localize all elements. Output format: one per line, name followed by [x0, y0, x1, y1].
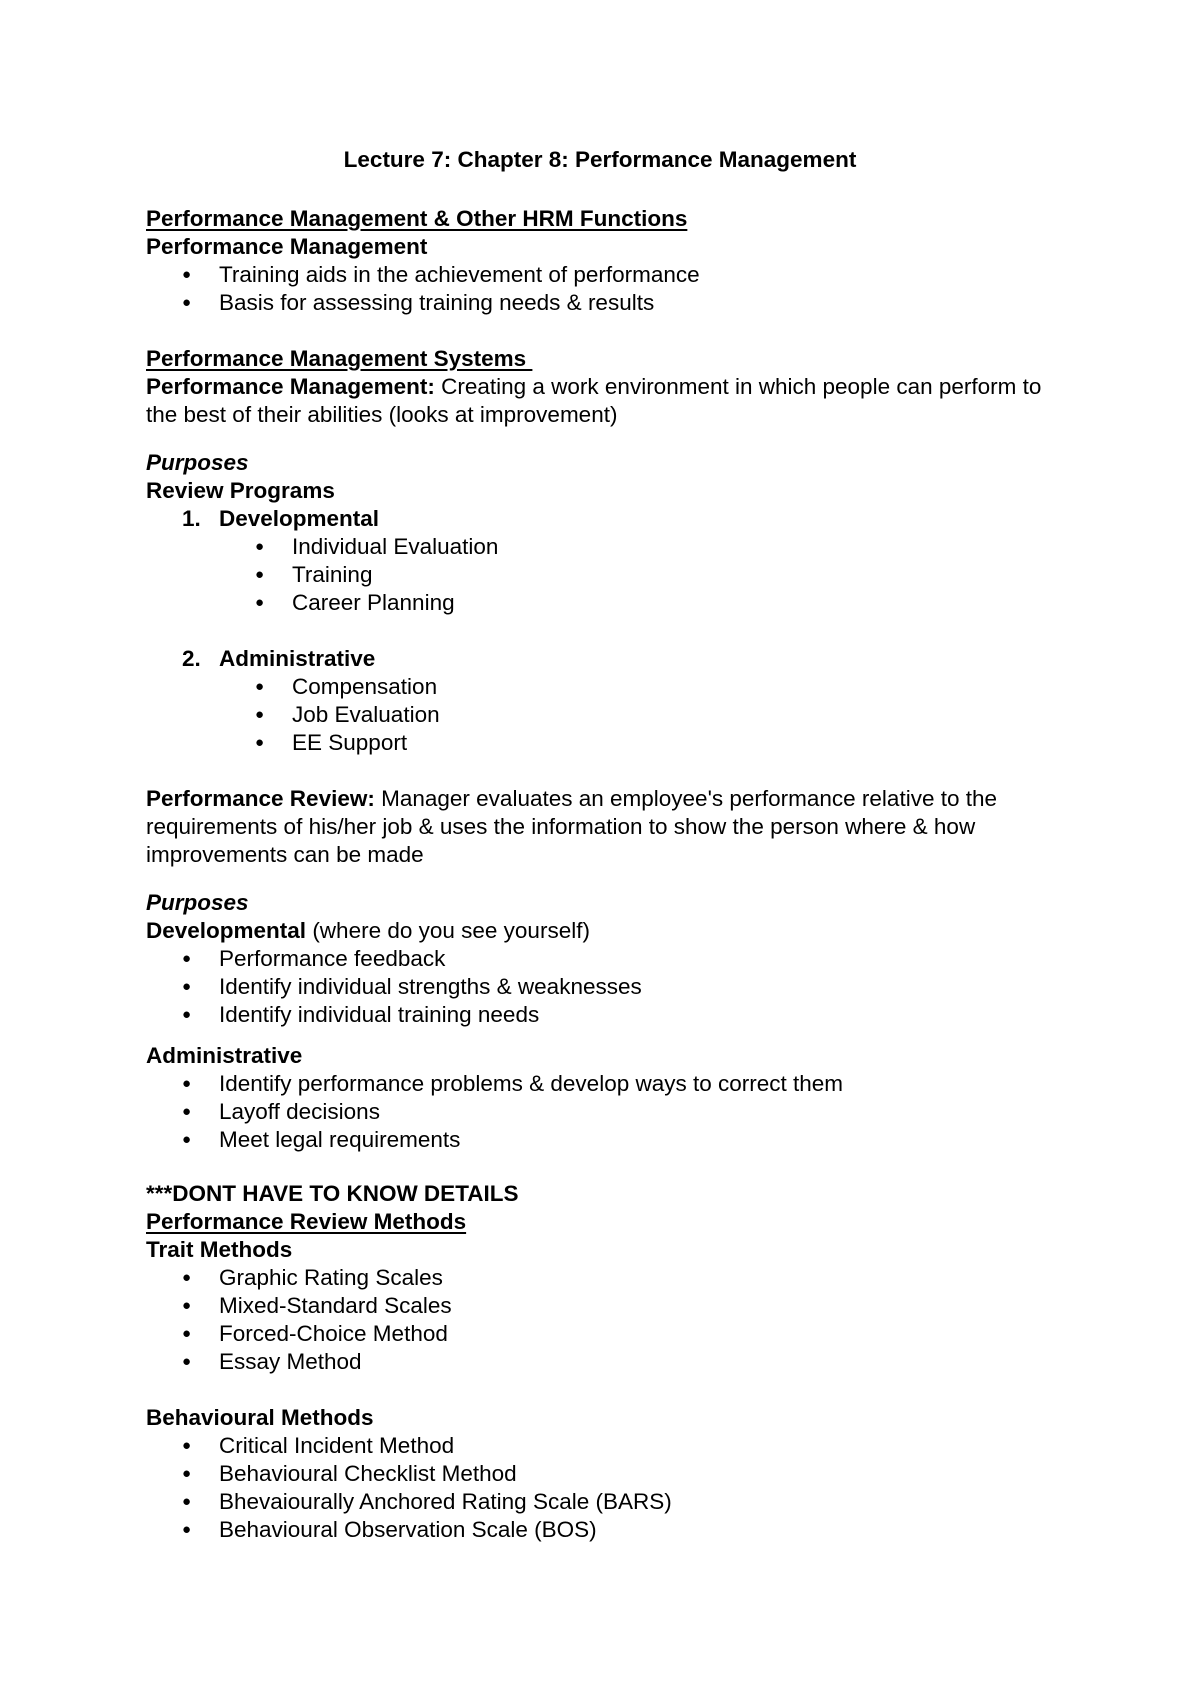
review-programs-label: Review Programs [146, 478, 335, 503]
list-item: ● Career Planning [146, 589, 1066, 617]
bullet-list [146, 261, 1066, 317]
list-item: ● Identify individual training needs [146, 1001, 1066, 1029]
list-item: ● Identify individual strengths & weaknesses [146, 973, 1066, 1001]
list-item: ● Compensation [146, 673, 1066, 701]
subheading: Performance Management [146, 234, 428, 259]
section-heading: Performance Management & Other HRM Functions [146, 206, 688, 231]
definition-text: Manager evaluates an employee's performance relative to the requirements of his/her job & uses the information to show the person where & how improvements can be made [146, 786, 998, 867]
purposes-label: Purposes [146, 890, 249, 915]
list-item: ● Meet legal requirements [146, 1126, 1066, 1154]
item-label: Administrative [219, 646, 376, 671]
trait-methods-label: Trait Methods [146, 1237, 293, 1262]
review-administrative-block [146, 1042, 1066, 1154]
section-hrm-functions [146, 205, 1066, 317]
list-item: ● EE Support [146, 729, 1066, 757]
list-item: ● Layoff decisions [146, 1098, 1066, 1126]
definition-term: Performance Review: [146, 786, 375, 811]
administrative-program-block [146, 645, 1066, 757]
administrative-label: Administrative [146, 1043, 303, 1068]
list-item: ● Performance feedback [146, 945, 1066, 973]
sub-bullet-list [146, 673, 1066, 757]
sub-bullet-list [146, 533, 1066, 617]
item-number: 1. [182, 506, 201, 531]
list-item: ● Individual Evaluation [146, 533, 1066, 561]
definition-paragraph [146, 373, 1066, 429]
list-item: ● Graphic Rating Scales [146, 1264, 1066, 1292]
developmental-note: (where do you see yourself) [306, 918, 590, 943]
list-item: ● Identify performance problems & develop ways to correct them [146, 1070, 1066, 1098]
developmental-line [146, 917, 1066, 945]
review-programs-block [146, 449, 1066, 617]
list-item: ● Critical Incident Method [146, 1432, 1066, 1460]
document-title: Lecture 7: Chapter 8: Performance Management [343, 147, 857, 172]
item-label: Developmental [219, 506, 380, 531]
list-item: ● Mixed-Standard Scales [146, 1292, 1066, 1320]
bullet-list [146, 1070, 1066, 1154]
list-item: ● Essay Method [146, 1348, 1066, 1376]
developmental-label: Developmental [146, 918, 307, 943]
review-purposes-block [146, 889, 1066, 1029]
list-item: ● Basis for assessing training needs & results [146, 289, 1066, 317]
bullet-list [146, 1264, 1066, 1376]
list-item: ● Bhevaiourally Anchored Rating Scale (BARS) [146, 1488, 1066, 1516]
list-item: ● Behavioural Observation Scale (BOS) [146, 1516, 1066, 1544]
list-item: ● Training [146, 561, 1066, 589]
bullet-list [146, 945, 1066, 1029]
purposes-label: Purposes [146, 450, 249, 475]
numbered-item [146, 645, 1066, 673]
bullet-list [146, 1432, 1066, 1544]
performance-review-definition [146, 785, 1066, 869]
list-item: ● Behavioural Checklist Method [146, 1460, 1066, 1488]
note-label: ***DONT HAVE TO KNOW DETAILS [146, 1181, 519, 1206]
section-heading: Performance Management Systems [146, 346, 533, 371]
list-item: ● Training aids in the achievement of performance [146, 261, 1066, 289]
section-heading: Performance Review Methods [146, 1209, 467, 1234]
review-methods-block [146, 1180, 1066, 1376]
definition-text: Creating a work environment in which people can perform to the best of their abilities (looks at improvement) [146, 374, 1042, 427]
numbered-item [146, 505, 1066, 533]
behavioural-methods-label: Behavioural Methods [146, 1405, 374, 1430]
list-item: ● Job Evaluation [146, 701, 1066, 729]
definition-term: Performance Management: [146, 374, 435, 399]
behavioural-methods-block [146, 1404, 1066, 1544]
section-pm-systems [146, 345, 1066, 429]
list-item: ● Forced-Choice Method [146, 1320, 1066, 1348]
item-number: 2. [182, 646, 201, 671]
